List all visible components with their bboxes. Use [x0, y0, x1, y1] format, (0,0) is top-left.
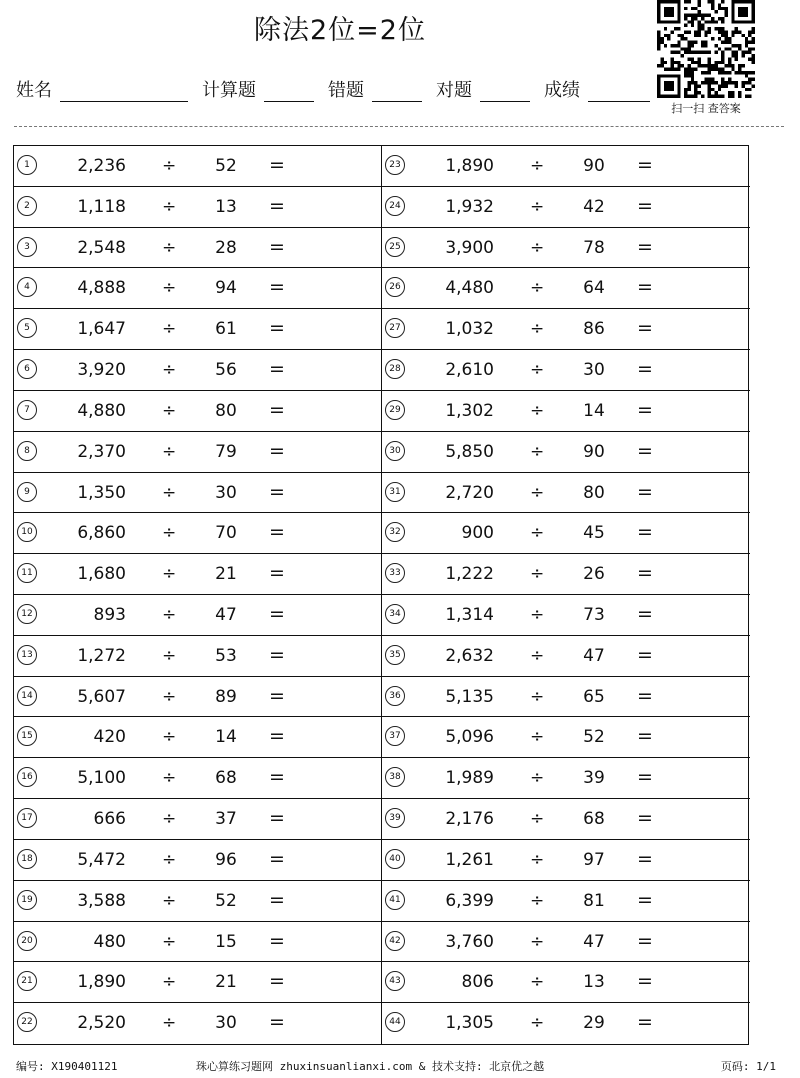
- equals-sign: =: [269, 358, 285, 381]
- problem-row: [14, 799, 382, 840]
- divisor: 29: [583, 1013, 605, 1034]
- qr-code-icon: [657, 0, 755, 98]
- problem-row: [382, 758, 750, 799]
- dividend: 6,399: [445, 890, 494, 911]
- division-sign: ÷: [530, 360, 545, 381]
- division-sign: ÷: [162, 319, 177, 340]
- dividend: 2,632: [445, 645, 494, 666]
- problem-number: 23: [385, 155, 405, 175]
- problem-row: [14, 595, 382, 636]
- equals-sign: =: [637, 480, 653, 503]
- division-sign: ÷: [162, 686, 177, 707]
- problem-row: [14, 187, 382, 228]
- dividend: 2,720: [445, 482, 494, 503]
- problem-number: 10: [17, 522, 37, 542]
- problem-number: 28: [385, 359, 405, 379]
- problem-number: 3: [17, 237, 37, 257]
- division-sign: ÷: [530, 645, 545, 666]
- equals-sign: =: [637, 398, 653, 421]
- problem-number: 25: [385, 237, 405, 257]
- divisor: 70: [215, 523, 237, 544]
- problem-row: [14, 554, 382, 595]
- division-sign: ÷: [530, 441, 545, 462]
- problem-row: [14, 962, 382, 1003]
- dividend: 480: [93, 931, 126, 952]
- division-sign: ÷: [162, 1013, 177, 1034]
- equals-sign: =: [637, 807, 653, 830]
- division-sign: ÷: [530, 196, 545, 217]
- division-sign: ÷: [530, 523, 545, 544]
- divisor: 37: [215, 809, 237, 830]
- division-sign: ÷: [162, 156, 177, 176]
- problem-row: [382, 717, 750, 758]
- problem-number: 44: [385, 1012, 405, 1032]
- division-sign: ÷: [530, 972, 545, 993]
- division-sign: ÷: [530, 686, 545, 707]
- dividend: 1,932: [445, 196, 494, 217]
- problem-row: [14, 146, 382, 187]
- dividend: 420: [93, 727, 126, 748]
- problem-number: 13: [17, 645, 37, 665]
- problem-row: [382, 268, 750, 309]
- division-sign: ÷: [162, 972, 177, 993]
- equals-sign: =: [269, 1011, 285, 1034]
- division-sign: ÷: [530, 931, 545, 952]
- divisor: 90: [583, 441, 605, 462]
- dividend: 1,314: [445, 605, 494, 625]
- name-blank[interactable]: [60, 79, 188, 102]
- equals-sign: =: [269, 807, 285, 830]
- division-sign: ÷: [530, 605, 545, 625]
- problem-row: [382, 350, 750, 391]
- division-sign: ÷: [162, 482, 177, 503]
- problem-row: [382, 309, 750, 350]
- problem-number: 43: [385, 971, 405, 991]
- problem-row: [14, 636, 382, 677]
- problem-number: 18: [17, 849, 37, 869]
- division-sign: ÷: [162, 605, 177, 625]
- problem-number: 36: [385, 686, 405, 706]
- right-blank[interactable]: [480, 79, 530, 102]
- division-sign: ÷: [530, 849, 545, 870]
- dividend: 2,236: [77, 156, 126, 176]
- footer-site: 珠心算练习题网 zhuxinsuanlianxi.com & 技术支持: 北京优之越: [196, 1060, 545, 1073]
- division-sign: ÷: [162, 523, 177, 544]
- problem-row: [382, 881, 750, 922]
- equals-sign: =: [637, 847, 653, 870]
- equals-sign: =: [637, 725, 653, 748]
- problem-number: 27: [385, 318, 405, 338]
- problem-number: 40: [385, 849, 405, 869]
- dividend: 1,302: [445, 400, 494, 421]
- problem-row: [14, 228, 382, 269]
- equals-sign: =: [637, 766, 653, 789]
- count-blank[interactable]: [264, 79, 314, 102]
- problem-row: [14, 473, 382, 514]
- problem-row: [14, 840, 382, 881]
- problem-row: [382, 922, 750, 963]
- problem-row: [382, 432, 750, 473]
- divisor: 30: [583, 360, 605, 381]
- division-sign: ÷: [162, 441, 177, 462]
- dividend: 1,890: [445, 156, 494, 176]
- footer: [16, 1058, 776, 1074]
- division-sign: ÷: [162, 727, 177, 748]
- wrong-field: [328, 76, 422, 102]
- equals-sign: =: [637, 684, 653, 707]
- equals-sign: =: [269, 766, 285, 789]
- division-sign: ÷: [162, 768, 177, 789]
- student-info-row: [16, 74, 664, 102]
- dividend: 900: [461, 523, 494, 544]
- division-sign: ÷: [162, 809, 177, 830]
- problem-number: 26: [385, 277, 405, 297]
- dividend: 5,135: [445, 686, 494, 707]
- qr-caption: 扫一扫 查答案: [671, 102, 741, 115]
- problem-row: [14, 309, 382, 350]
- equals-sign: =: [637, 1011, 653, 1034]
- dividend: 2,520: [77, 1013, 126, 1034]
- equals-sign: =: [269, 194, 285, 217]
- equals-sign: =: [269, 235, 285, 258]
- divisor: 14: [215, 727, 237, 748]
- dividend: 2,176: [445, 809, 494, 830]
- problem-number: 41: [385, 890, 405, 910]
- divisor: 13: [215, 196, 237, 217]
- divisor: 42: [583, 196, 605, 217]
- equals-sign: =: [269, 684, 285, 707]
- dividend: 5,607: [77, 686, 126, 707]
- problem-row: [382, 228, 750, 269]
- problem-number: 11: [17, 563, 37, 583]
- division-sign: ÷: [530, 809, 545, 830]
- problem-row: [14, 268, 382, 309]
- problem-row: [382, 146, 750, 187]
- cut-line: [14, 126, 784, 127]
- problem-number: 37: [385, 726, 405, 746]
- divisor: 47: [583, 645, 605, 666]
- problem-number: 19: [17, 890, 37, 910]
- divisor: 89: [215, 686, 237, 707]
- divisor: 28: [215, 237, 237, 258]
- problem-column-right: [382, 146, 750, 1044]
- problem-row: [14, 391, 382, 432]
- dividend: 5,472: [77, 849, 126, 870]
- problem-row: [14, 881, 382, 922]
- equals-sign: =: [637, 235, 653, 258]
- divisor: 96: [215, 849, 237, 870]
- equals-sign: =: [637, 276, 653, 299]
- divisor: 26: [583, 564, 605, 585]
- divisor: 30: [215, 1013, 237, 1034]
- divisor: 94: [215, 278, 237, 299]
- equals-sign: =: [269, 643, 285, 666]
- divisor: 21: [215, 564, 237, 585]
- equals-sign: =: [269, 970, 285, 993]
- problem-row: [14, 758, 382, 799]
- problem-row: [382, 513, 750, 554]
- dividend: 1,305: [445, 1013, 494, 1034]
- problem-row: [382, 391, 750, 432]
- equals-sign: =: [269, 439, 285, 462]
- problem-number: 33: [385, 563, 405, 583]
- dividend: 1,222: [445, 564, 494, 585]
- problem-number: 20: [17, 931, 37, 951]
- problem-row: [382, 840, 750, 881]
- problem-number: 17: [17, 808, 37, 828]
- division-sign: ÷: [162, 564, 177, 585]
- count-label: 计算题: [202, 80, 256, 101]
- problem-number: 14: [17, 686, 37, 706]
- equals-sign: =: [637, 317, 653, 340]
- problem-number: 15: [17, 726, 37, 746]
- equals-sign: =: [269, 276, 285, 299]
- problem-row: [14, 513, 382, 554]
- divisor: 47: [583, 931, 605, 952]
- equals-sign: =: [637, 929, 653, 952]
- division-sign: ÷: [530, 278, 545, 299]
- equals-sign: =: [269, 562, 285, 585]
- division-sign: ÷: [530, 156, 545, 176]
- division-sign: ÷: [530, 727, 545, 748]
- dividend: 4,480: [445, 278, 494, 299]
- problem-sheet: [13, 145, 749, 1045]
- right-label: 对题: [436, 80, 472, 101]
- divisor: 65: [583, 686, 605, 707]
- divisor: 80: [215, 400, 237, 421]
- problem-number: 5: [17, 318, 37, 338]
- division-sign: ÷: [530, 400, 545, 421]
- wrong-label: 错题: [328, 80, 364, 101]
- division-sign: ÷: [162, 278, 177, 299]
- dividend: 893: [93, 605, 126, 625]
- problem-row: [14, 350, 382, 391]
- divisor: 53: [215, 645, 237, 666]
- dividend: 1,350: [77, 482, 126, 503]
- score-field: [544, 76, 650, 102]
- problem-number: 34: [385, 604, 405, 624]
- divisor: 86: [583, 319, 605, 340]
- dividend: 1,989: [445, 768, 494, 789]
- wrong-blank[interactable]: [372, 79, 422, 102]
- problem-row: [382, 799, 750, 840]
- divisor: 73: [583, 605, 605, 625]
- problem-row: [382, 962, 750, 1003]
- problem-number: 8: [17, 441, 37, 461]
- problem-number: 12: [17, 604, 37, 624]
- equals-sign: =: [637, 970, 653, 993]
- division-sign: ÷: [162, 931, 177, 952]
- score-blank[interactable]: [588, 79, 650, 102]
- equals-sign: =: [637, 888, 653, 911]
- problem-number: 35: [385, 645, 405, 665]
- problem-row: [14, 922, 382, 963]
- divisor: 61: [215, 319, 237, 340]
- dividend: 1,272: [77, 645, 126, 666]
- divisor: 47: [215, 605, 237, 625]
- problem-row: [14, 717, 382, 758]
- problem-number: 22: [17, 1012, 37, 1032]
- problem-number: 7: [17, 400, 37, 420]
- division-sign: ÷: [530, 237, 545, 258]
- division-sign: ÷: [162, 237, 177, 258]
- division-sign: ÷: [530, 768, 545, 789]
- divisor: 45: [583, 523, 605, 544]
- dividend: 1,647: [77, 319, 126, 340]
- right-field: [436, 76, 530, 102]
- equals-sign: =: [637, 643, 653, 666]
- equals-sign: =: [637, 562, 653, 585]
- problem-number: 1: [17, 155, 37, 175]
- dividend: 666: [93, 809, 126, 830]
- divisor: 52: [583, 727, 605, 748]
- equals-sign: =: [269, 929, 285, 952]
- divisor: 68: [215, 768, 237, 789]
- dividend: 3,920: [77, 360, 126, 381]
- problem-number: 9: [17, 482, 37, 502]
- problem-row: [382, 554, 750, 595]
- equals-sign: =: [269, 317, 285, 340]
- divisor: 52: [215, 156, 237, 176]
- footer-page: 页码: 1/1: [720, 1060, 776, 1073]
- name-label: 姓名: [16, 80, 52, 101]
- division-sign: ÷: [530, 319, 545, 340]
- dividend: 1,261: [445, 849, 494, 870]
- equals-sign: =: [269, 398, 285, 421]
- equals-sign: =: [269, 521, 285, 544]
- problem-row: [382, 595, 750, 636]
- problem-row: [382, 1003, 750, 1044]
- dividend: 4,888: [77, 278, 126, 299]
- problem-number: 16: [17, 767, 37, 787]
- equals-sign: =: [269, 725, 285, 748]
- divisor: 78: [583, 237, 605, 258]
- problem-number: 4: [17, 277, 37, 297]
- equals-sign: =: [637, 521, 653, 544]
- division-sign: ÷: [530, 482, 545, 503]
- name-field: [16, 76, 188, 102]
- dividend: 1,118: [77, 196, 126, 217]
- score-label: 成绩: [544, 80, 580, 101]
- dividend: 3,900: [445, 237, 494, 258]
- dividend: 2,548: [77, 237, 126, 258]
- problem-row: [382, 636, 750, 677]
- dividend: 5,100: [77, 768, 126, 789]
- problem-number: 32: [385, 522, 405, 542]
- equals-sign: =: [269, 888, 285, 911]
- divisor: 80: [583, 482, 605, 503]
- problem-number: 39: [385, 808, 405, 828]
- division-sign: ÷: [162, 890, 177, 911]
- equals-sign: =: [637, 194, 653, 217]
- dividend: 3,760: [445, 931, 494, 952]
- divisor: 81: [583, 890, 605, 911]
- divisor: 56: [215, 360, 237, 381]
- equals-sign: =: [269, 847, 285, 870]
- problem-row: [14, 677, 382, 718]
- dividend: 1,032: [445, 319, 494, 340]
- division-sign: ÷: [162, 849, 177, 870]
- equals-sign: =: [637, 439, 653, 462]
- dividend: 1,890: [77, 972, 126, 993]
- divisor: 52: [215, 890, 237, 911]
- divisor: 21: [215, 972, 237, 993]
- page-title: 除法2位=2位: [254, 15, 426, 46]
- division-sign: ÷: [530, 890, 545, 911]
- problem-row: [14, 1003, 382, 1044]
- equals-sign: =: [269, 480, 285, 503]
- dividend: 5,850: [445, 441, 494, 462]
- problem-column-left: [14, 146, 382, 1044]
- divisor: 15: [215, 931, 237, 952]
- divisor: 79: [215, 441, 237, 462]
- equals-sign: =: [269, 603, 285, 625]
- problem-number: 29: [385, 400, 405, 420]
- equals-sign: =: [269, 154, 285, 176]
- divisor: 14: [583, 400, 605, 421]
- dividend: 1,680: [77, 564, 126, 585]
- footer-code: 编号: X190401121: [16, 1060, 118, 1073]
- problem-row: [382, 677, 750, 718]
- problem-number: 24: [385, 196, 405, 216]
- equals-sign: =: [637, 358, 653, 381]
- problem-row: [382, 187, 750, 228]
- problem-number: 38: [385, 767, 405, 787]
- problem-number: 6: [17, 359, 37, 379]
- dividend: 6,860: [77, 523, 126, 544]
- dividend: 2,610: [445, 360, 494, 381]
- division-sign: ÷: [162, 400, 177, 421]
- count-field: [202, 76, 314, 102]
- problem-number: 2: [17, 196, 37, 216]
- problem-number: 42: [385, 931, 405, 951]
- equals-sign: =: [637, 154, 653, 176]
- division-sign: ÷: [162, 360, 177, 381]
- divisor: 13: [583, 972, 605, 993]
- divisor: 30: [215, 482, 237, 503]
- divisor: 68: [583, 809, 605, 830]
- dividend: 3,588: [77, 890, 126, 911]
- divisor: 39: [583, 768, 605, 789]
- problem-row: [14, 432, 382, 473]
- divisor: 64: [583, 278, 605, 299]
- division-sign: ÷: [162, 196, 177, 217]
- problem-number: 30: [385, 441, 405, 461]
- problem-number: 31: [385, 482, 405, 502]
- dividend: 806: [461, 972, 494, 993]
- divisor: 90: [583, 156, 605, 176]
- equals-sign: =: [637, 603, 653, 625]
- division-sign: ÷: [162, 645, 177, 666]
- dividend: 2,370: [77, 441, 126, 462]
- problem-row: [382, 473, 750, 514]
- dividend: 4,880: [77, 400, 126, 421]
- problem-number: 21: [17, 971, 37, 991]
- division-sign: ÷: [530, 1013, 545, 1034]
- divisor: 97: [583, 849, 605, 870]
- dividend: 5,096: [445, 727, 494, 748]
- division-sign: ÷: [530, 564, 545, 585]
